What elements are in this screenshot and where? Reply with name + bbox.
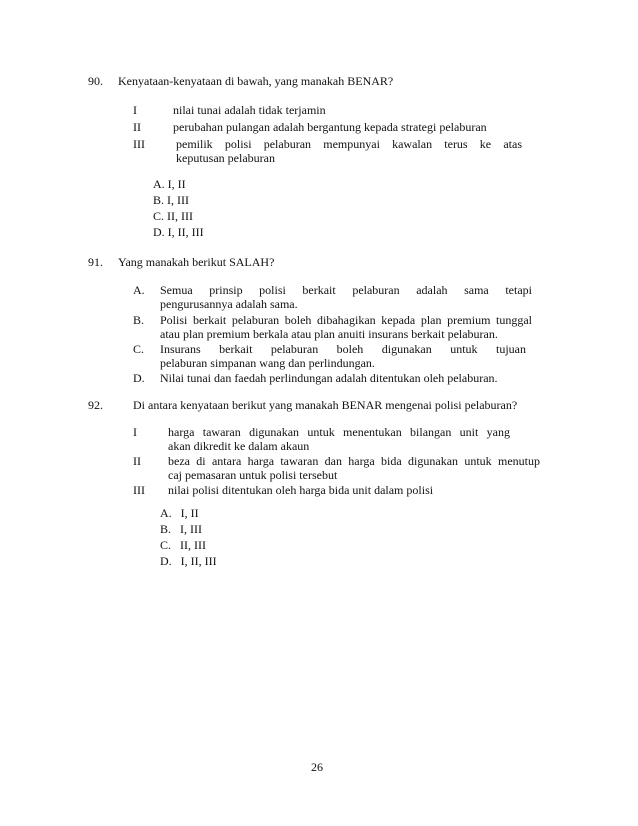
q92-option-a: A. I, II — [160, 506, 199, 520]
q92-option-b: B. I, III — [160, 522, 202, 536]
q91-option-c-line1: Insurans berkait pelaburan boleh digunakan untuk tujuan — [160, 342, 526, 356]
q91-option-c-letter: C. — [133, 342, 145, 356]
question-90-stem: Kenyataan-kenyataan di bawah, yang manakah BENAR? — [118, 74, 394, 88]
question-92-stem: Di antara kenyataan berikut yang manakah BENAR mengenai polisi pelaburan? — [133, 398, 518, 412]
q92-statement-iii-numeral: III — [133, 483, 145, 497]
q91-option-b-line2: atau plan premium berkala atau plan anuiti insurans berkait pelaburan. — [160, 327, 498, 341]
q92-statement-i-numeral: I — [133, 425, 137, 439]
q90-statement-i-text: nilai tunai adalah tidak terjamin — [173, 103, 326, 117]
q92-statement-ii-line1: beza di antara harga tawaran dan harga bida digunakan untuk menutup — [168, 454, 540, 468]
q92-statement-ii-line2: caj pemasaran untuk polisi tersebut — [168, 468, 338, 482]
q90-statement-iii-numeral: III — [133, 137, 145, 151]
q91-option-a-line1: Semua prinsip polisi berkait pelaburan adalah sama tetapi — [160, 283, 532, 297]
q92-option-d: D. I, II, III — [160, 554, 217, 568]
q91-option-d-line1: Nilai tunai dan faedah perlindungan adalah ditentukan oleh pelaburan. — [160, 371, 498, 385]
q91-option-b-letter: B. — [133, 313, 145, 327]
question-90-number: 90. — [88, 74, 103, 88]
q90-statement-ii-numeral: II — [133, 120, 141, 134]
q90-statement-i-numeral: I — [133, 103, 137, 117]
q92-statement-i-line1: harga tawaran digunakan untuk menentukan bilangan unit yang — [168, 425, 510, 439]
q92-statement-ii-numeral: II — [133, 454, 141, 468]
q91-option-c-line2: pelaburan simpanan wang dan perlindungan. — [160, 356, 375, 370]
q92-option-c: C. II, III — [160, 538, 206, 552]
q92-statement-iii-text: nilai polisi ditentukan oleh harga bida unit dalam polisi — [168, 483, 434, 497]
question-92-number: 92. — [88, 398, 103, 412]
q91-option-a-line2: pengurusannya adalah sama. — [160, 297, 298, 311]
q92-statement-i-line2: akan dikredit ke dalam akaun — [168, 439, 310, 453]
question-91-number: 91. — [88, 255, 103, 269]
q91-option-b-line1: Polisi berkait pelaburan boleh dibahagikan kepada plan premium tunggal — [160, 313, 532, 327]
q91-option-d-letter: D. — [133, 371, 145, 385]
q91-option-a-letter: A. — [133, 283, 145, 297]
q90-statement-iii-line1: pemilik polisi pelaburan mempunyai kawalan terus ke atas — [176, 137, 522, 151]
page-number: 26 — [311, 760, 323, 774]
q90-option-b: B. I, III — [153, 193, 189, 207]
q90-option-c: C. II, III — [153, 209, 193, 223]
q90-statement-iii-line2: keputusan pelaburan — [176, 151, 275, 165]
q90-statement-ii-text: perubahan pulangan adalah bergantung kepada strategi pelaburan — [173, 120, 487, 134]
question-91-stem: Yang manakah berikut SALAH? — [118, 255, 275, 269]
q90-option-d: D. I, II, III — [153, 225, 204, 239]
q90-option-a: A. I, II — [153, 177, 186, 191]
